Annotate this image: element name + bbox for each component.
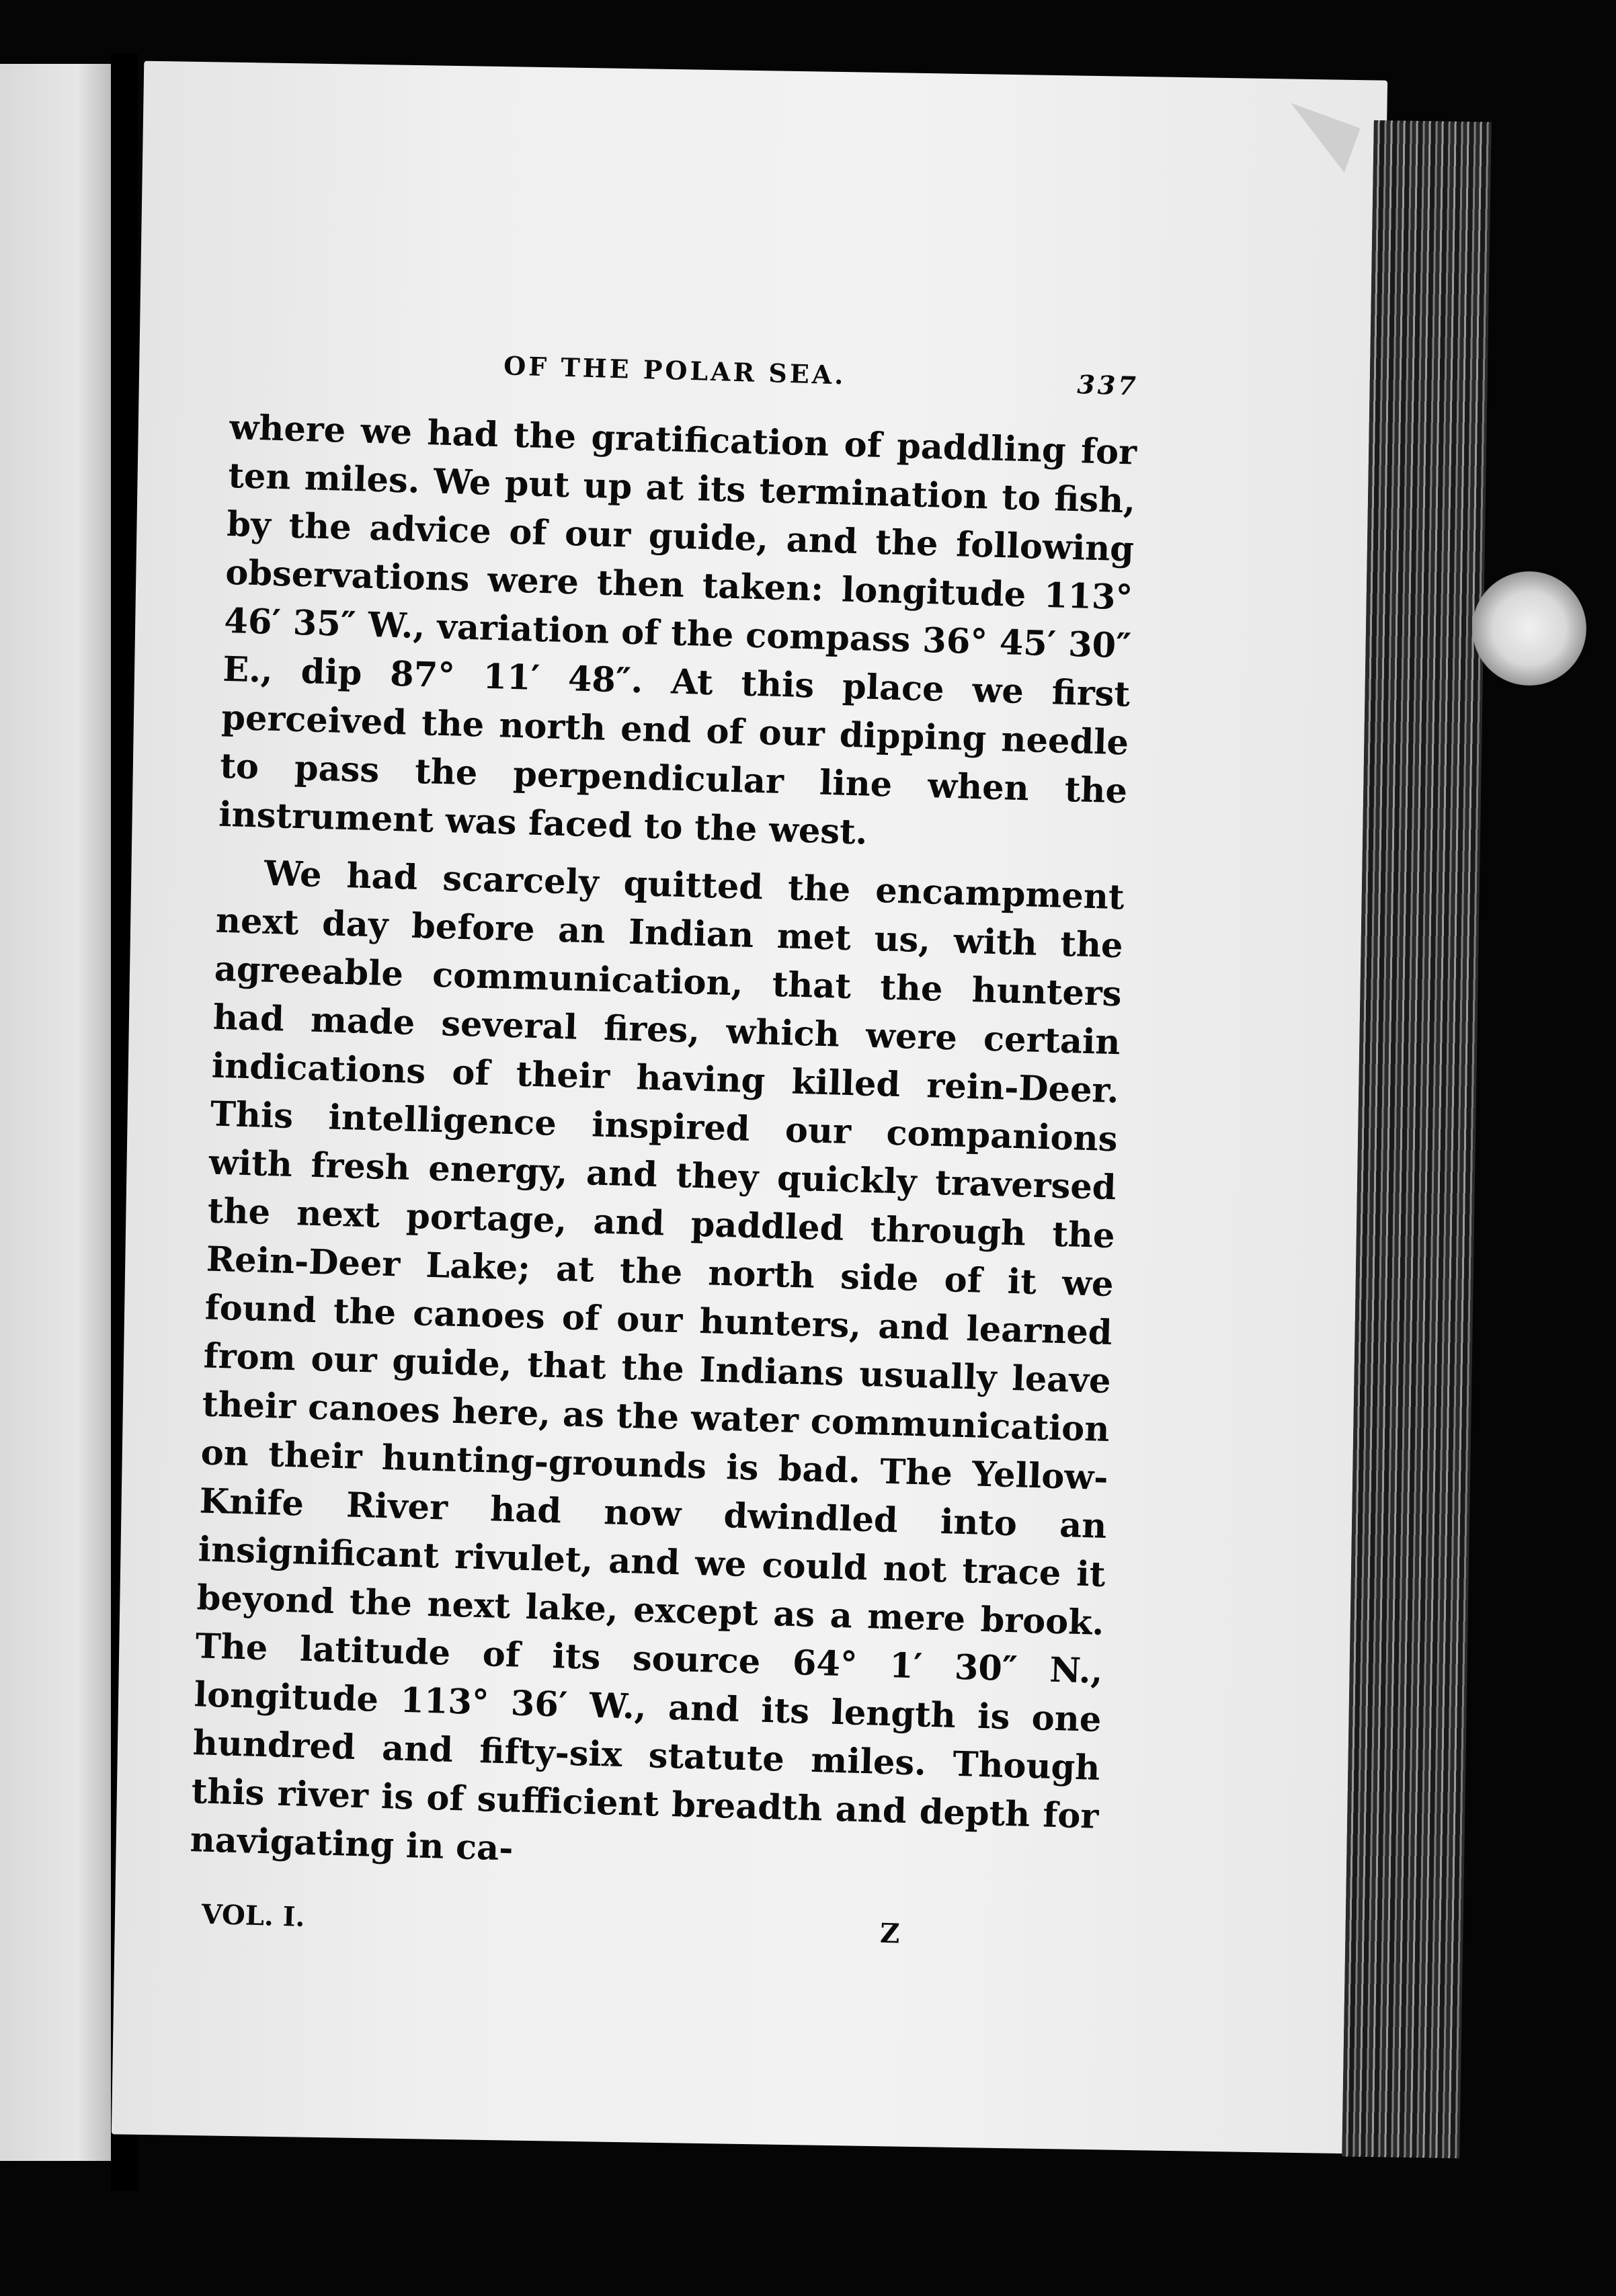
- scan-smudge: [1472, 571, 1586, 686]
- running-head-title: OF THE POLAR SEA.: [503, 350, 847, 391]
- paragraph-1: where we had the gratification of paddling for ten miles. We put up at its termination to fish, by the advice of our guide, and the following observations were then taken: longitude 113° 46′ 35″ W., variation of the compass 36° 45′ 30″ E., dip 87° 11′ 48″. At this place we first perceived the north end of our dipping needle to pass the perpendicular line when the instrument was faced to the west.: [218, 407, 1137, 853]
- signature-mark: Z: [879, 1917, 901, 1950]
- volume-label: VOL. I.: [201, 1898, 306, 1933]
- body-text: [190, 403, 1137, 1889]
- previous-page-edge: [0, 64, 111, 2161]
- paragraph-2: We had scarcely quitted the encampment next day before an Indian met us, with the agreeable communication, that the hunters had made several fires, which were certain indications of their having killed rein-Deer. This intelligence inspired our companions with fresh energy, and they quickly traversed the next portage, and paddled through the Rein-Deer Lake; at the north side of it we found the canoes of our hunters, and learned from our guide, that the Indians usually leave their canoes here, as the water communication on their hunting-grounds is bad. The Yellow-Knife River had now dwindled into an insignificant rivulet, and we could not trace it beyond the next lake, except as a mere brook. The latitude of its source 64° 1′ 30″ N., longitude 113° 36′ W., and its length is one hundred and fifty-six statute miles. Though this river is of sufficient breadth and depth for navigating in ca-: [189, 853, 1125, 1869]
- page-number: 337: [1076, 369, 1139, 401]
